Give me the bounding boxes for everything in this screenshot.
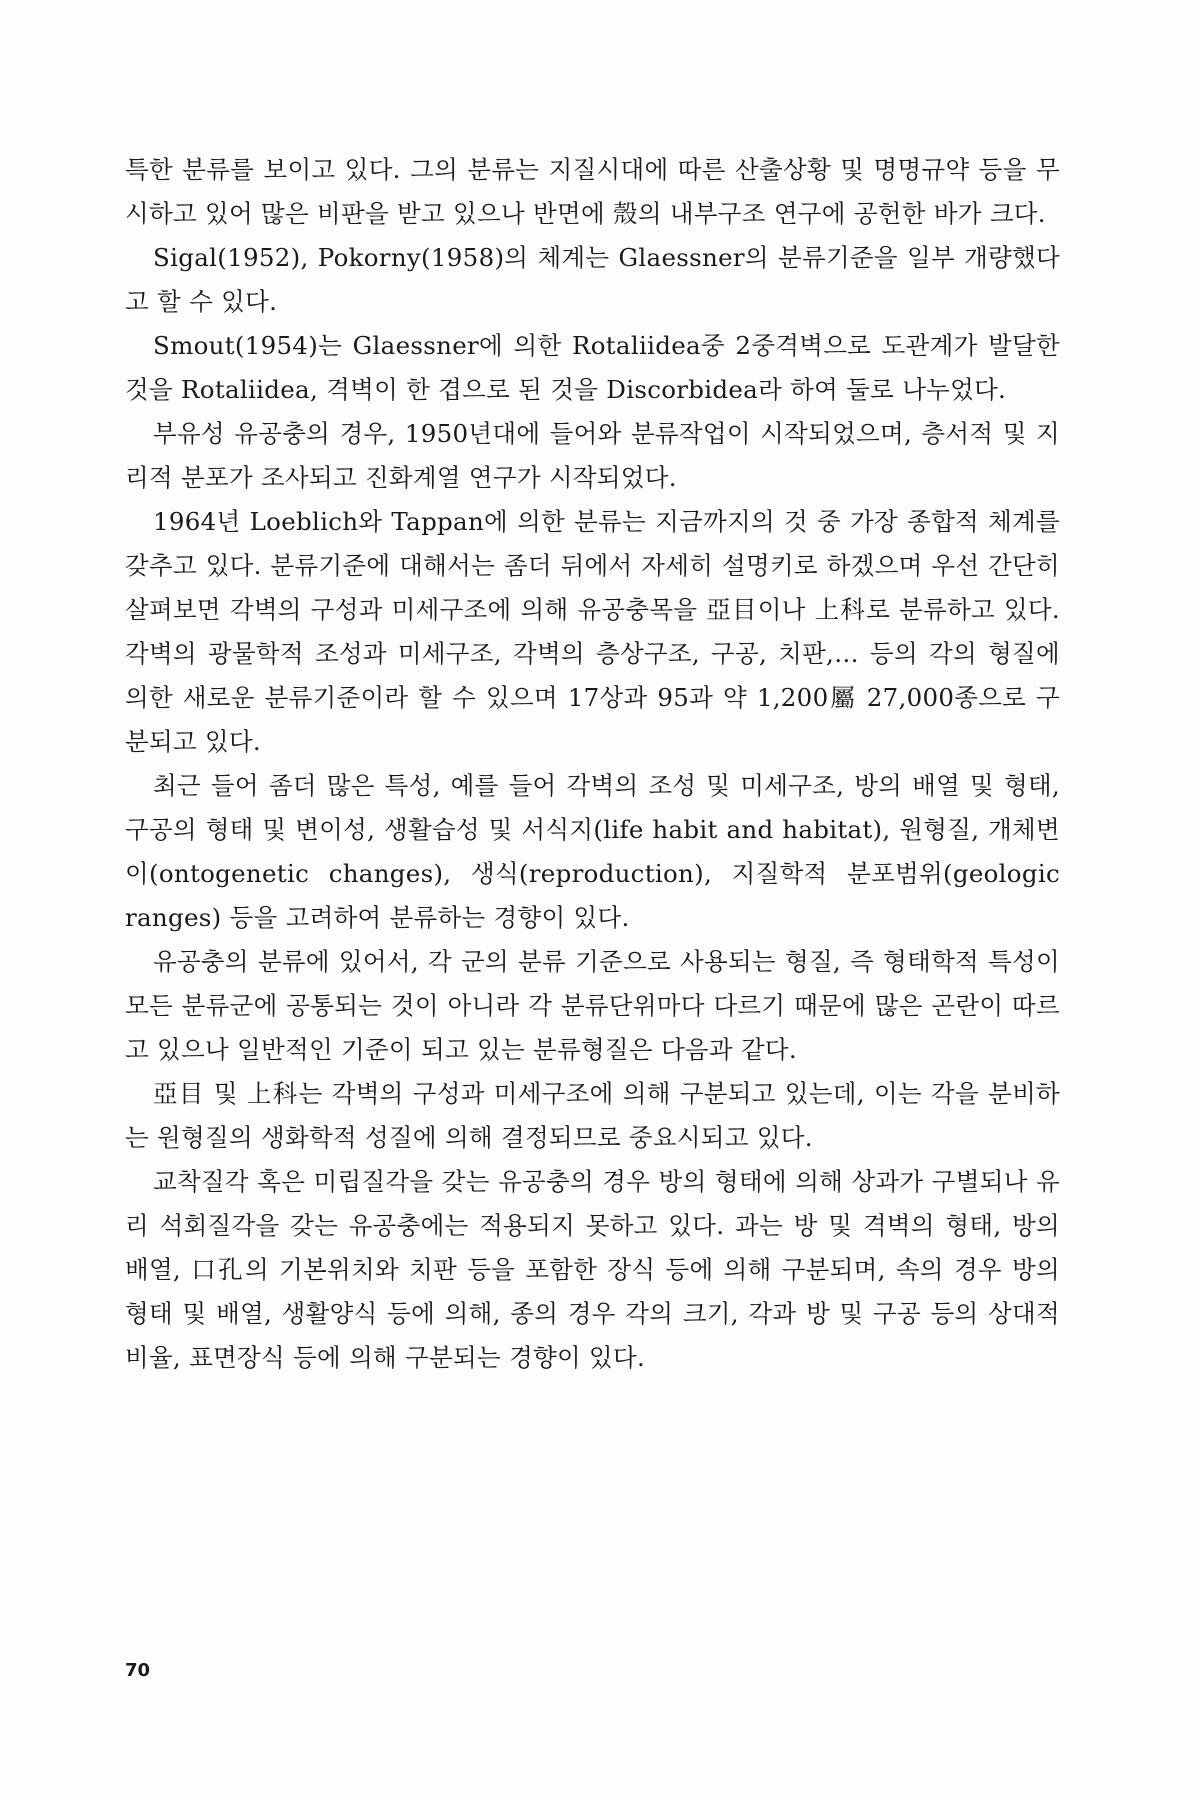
paragraph-sigal-pokorny: Sigal(1952), Pokorny(1958)의 체계는 Glaessner의 분류기준을 일부 개량했다고 할 수 있다. (125, 243, 1060, 316)
body-text (125, 148, 1060, 1380)
paragraph-planktonic: 부유성 유공충의 경우, 1950년대에 들어와 분류작업이 시작되었으며, 층서적 및 지리적 분포가 조사되고 진화계열 연구가 시작되었다. (125, 419, 1060, 492)
paragraph-classification-criteria: 유공충의 분류에 있어서, 각 군의 분류 기준으로 사용되는 형질, 즉 형태학적 특성이 모든 분류군에 공통되는 것이 아니라 각 분류단위마다 다르기 때문에 많은 곤란이 따르고 있으나 일반적인 기준이 되고 있는 분류형질은 다음과 같다. (125, 947, 1060, 1064)
paragraph-recent-trends: 최근 들어 좀더 많은 특성, 예를 들어 각벽의 조성 및 미세구조, 방의 배열 및 형태, 구공의 형태 및 변이성, 생활습성 및 서식지(life habit and habitat), 원형질, 개체변이(ontogenetic changes), 생식(reproduction), 지질학적 분포범위(geologic ranges) 등을 고려하여 분류하는 경향이 있다. (125, 771, 1060, 932)
page-number: 70 (125, 1660, 151, 1681)
paragraph-continued: 특한 분류를 보이고 있다. 그의 분류는 지질시대에 따른 산출상황 및 명명규약 등을 무시하고 있어 많은 비판을 받고 있으나 반면에 殼의 내부구조 연구에 공헌한 바가 크다. (125, 155, 1060, 228)
paragraph-suborder-superfamily: 亞目 및 上科는 각벽의 구성과 미세구조에 의해 구분되고 있는데, 이는 각을 분비하는 원형질의 생화학적 성질에 의해 결정되므로 중요시되고 있다. (125, 1079, 1060, 1152)
paragraph-smout: Smout(1954)는 Glaessner에 의한 Rotaliidea중 2중격벽으로 도관계가 발달한 것을 Rotaliidea, 격벽이 한 겹으로 된 것을 Discorbidea라 하여 둘로 나누었다. (125, 331, 1060, 404)
paragraph-loeblich-tappan: 1964년 Loeblich와 Tappan에 의한 분류는 지금까지의 것 중 가장 종합적 체계를 갖추고 있다. 분류기준에 대해서는 좀더 뒤에서 자세히 설명키로 하겠으며 우선 간단히 살펴보면 각벽의 구성과 미세구조에 의해 유공충목을 亞目이나 上科로 분류하고 있다. 각벽의 광물학적 조성과 미세구조, 각벽의 층상구조, 구공, 치판,… 등의 각의 형질에 의한 새로운 분류기준이라 할 수 있으며 17상과 95과 약 1,200屬 27,000종으로 구분되고 있다. (125, 507, 1060, 756)
paragraph-family-genus-species: 교착질각 혹은 미립질각을 갖는 유공충의 경우 방의 형태에 의해 상과가 구별되나 유리 석회질각을 갖는 유공충에는 적용되지 못하고 있다. 과는 방 및 격벽의 형태, 방의 배열, 口孔의 기본위치와 치판 등을 포함한 장식 등에 의해 구분되며, 속의 경우 방의 형태 및 배열, 생활양식 등에 의해, 종의 경우 각의 크기, 각과 방 및 구공 등의 상대적 비율, 표면장식 등에 의해 구분되는 경향이 있다. (125, 1167, 1060, 1372)
